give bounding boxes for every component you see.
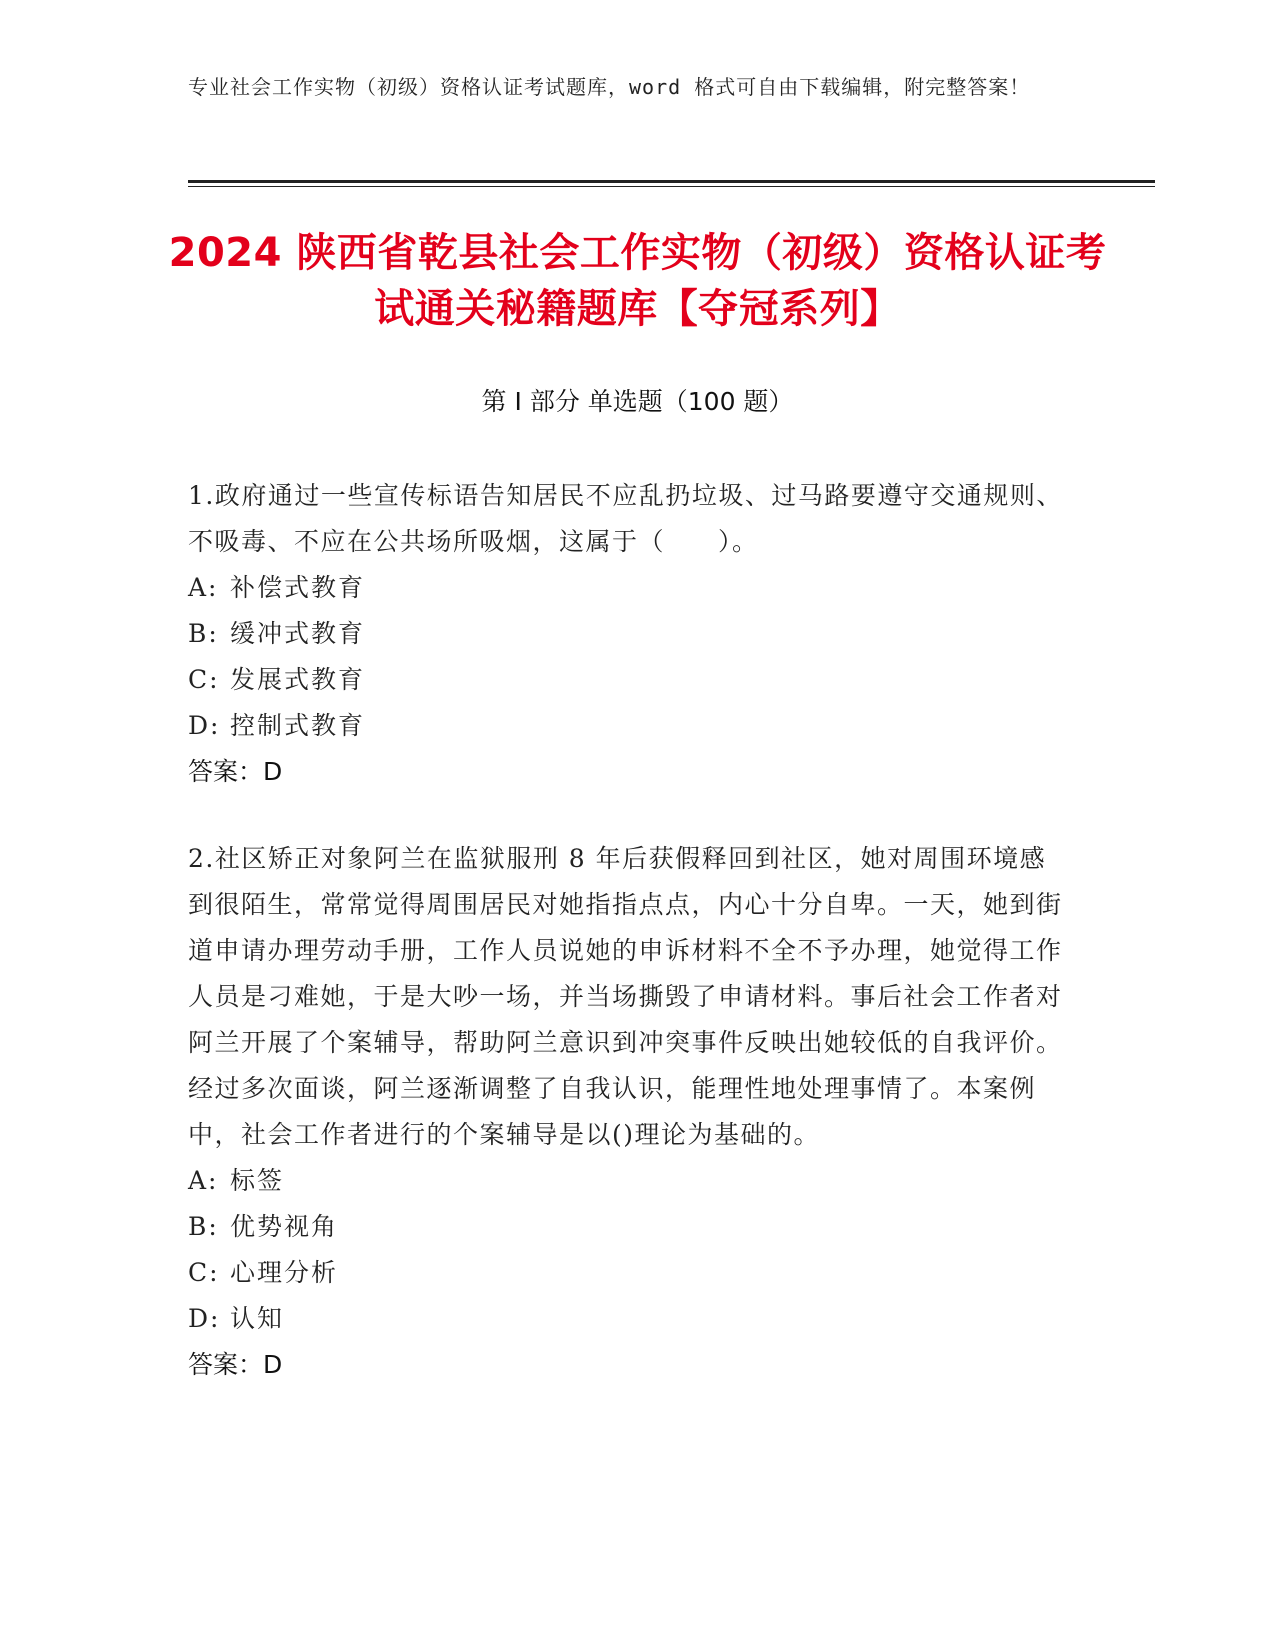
- document-title: 2024 陕西省乾县社会工作实物（初级）资格认证考试通关秘籍题库【夺冠系列】: [168, 230, 1107, 332]
- option-b: [188, 1204, 1068, 1250]
- option-text: 心理分析: [230, 1258, 339, 1287]
- option-key: A:: [188, 573, 219, 602]
- option-text: 优势视角: [230, 1212, 339, 1241]
- option-a: [188, 565, 1068, 611]
- option-text: 发展式教育: [230, 665, 366, 694]
- option-key: C:: [188, 1258, 220, 1287]
- option-text: 标签: [230, 1166, 285, 1195]
- header-divider-thin: [188, 186, 1155, 187]
- option-d: [188, 1296, 1068, 1342]
- question-stem: 2.社区矫正对象阿兰在监狱服刑 8 年后获假释回到社区，她对周围环境感到很陌生，常常觉得周围居民对她指指点点，内心十分自卑。一天，她到街道申请办理劳动手册，工作人员说她的申诉材料不全不予办理，她觉得工作人员是刁难她，于是大吵一场，并当场撕毁了申请材料。事后社会工作者对阿兰开展了个案辅导，帮助阿兰意识到冲突事件反映出她较低的自我评价。经过多次面谈，阿兰逐渐调整了自我认识，能理性地处理事情了。本案例中，社会工作者进行的个案辅导是以()理论为基础的。: [188, 844, 1063, 1149]
- option-key: B:: [188, 1212, 219, 1241]
- question-stem: 1.政府通过一些宣传标语告知居民不应乱扔垃圾、过马路要遵守交通规则、不吸毒、不应在公共场所吸烟，这属于（ ）。: [188, 481, 1063, 556]
- header-divider-thick: [188, 180, 1155, 183]
- option-text: 缓冲式教育: [230, 619, 366, 648]
- option-key: C:: [188, 665, 220, 694]
- answer-line: 答案：D: [188, 757, 283, 786]
- question-block: [188, 473, 1068, 795]
- question-block: [188, 836, 1068, 1388]
- option-text: 控制式教育: [230, 711, 366, 740]
- option-key: A:: [188, 1166, 219, 1195]
- option-text: 补偿式教育: [230, 573, 366, 602]
- option-key: D:: [188, 1304, 221, 1333]
- section-heading: 第 I 部分 单选题（100 题）: [481, 387, 794, 416]
- header-note: 专业社会工作实物（初级）资格认证考试题库，word 格式可自由下载编辑，附完整答案！: [188, 75, 1031, 99]
- option-b: [188, 611, 1068, 657]
- option-key: B:: [188, 619, 219, 648]
- answer-line: 答案：D: [188, 1350, 283, 1379]
- option-key: D:: [188, 711, 221, 740]
- option-c: [188, 657, 1068, 703]
- option-text: 认知: [230, 1304, 285, 1333]
- option-c: [188, 1250, 1068, 1296]
- option-d: [188, 703, 1068, 749]
- option-a: [188, 1158, 1068, 1204]
